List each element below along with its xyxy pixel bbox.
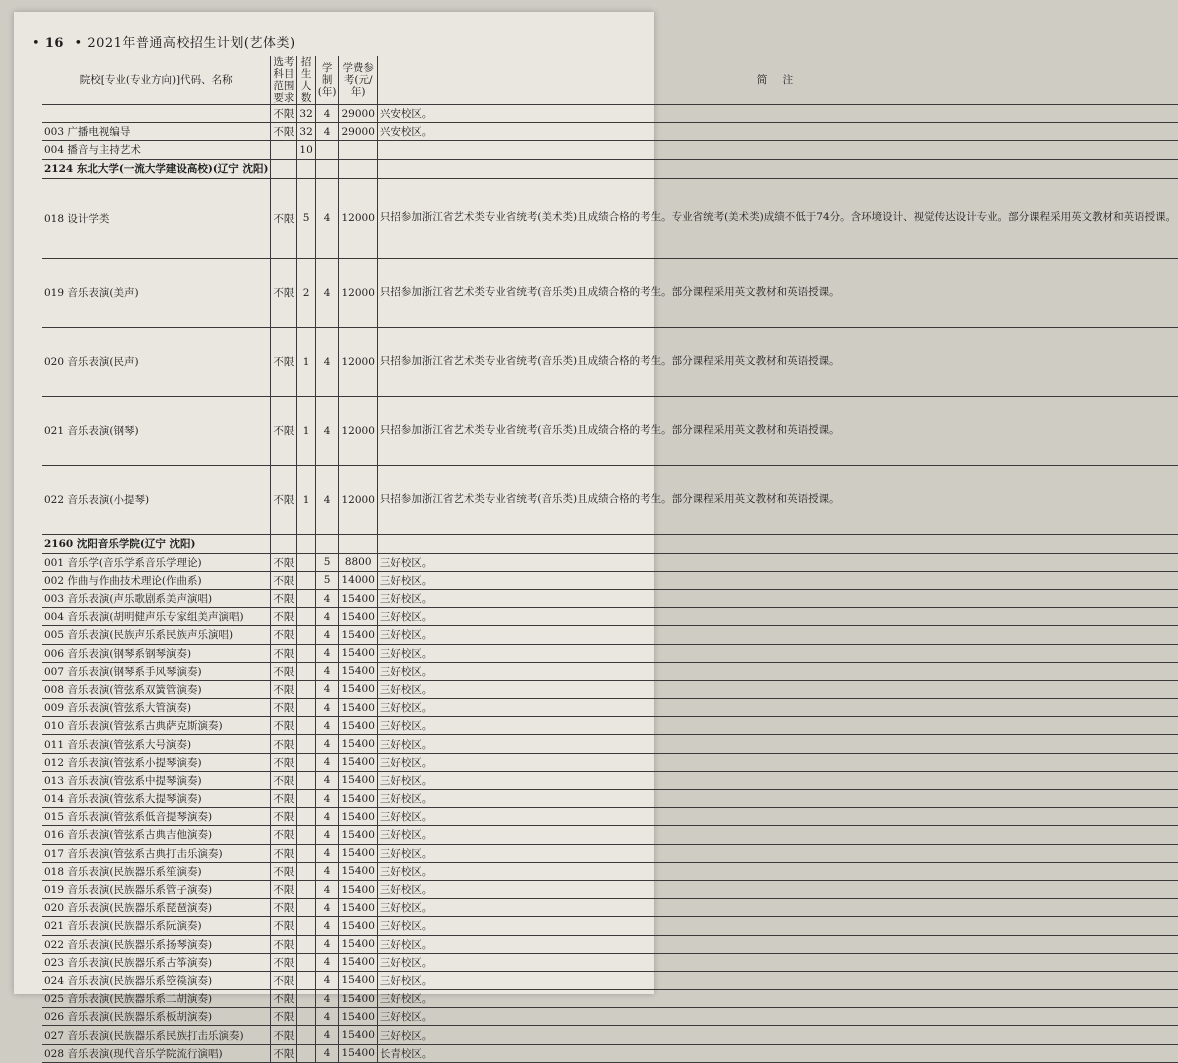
cell-fee: 8800 [339,553,377,571]
cell-fee: 12000 [339,178,377,258]
cell-req: 不限 [271,1008,297,1026]
cell-yr: 4 [315,880,339,898]
empty-cell [377,159,1178,178]
cell-yr: 4 [315,935,339,953]
cell-yr: 4 [315,971,339,989]
cell-num: 1 [297,327,315,396]
cell-req: 不限 [271,880,297,898]
table-body [42,105,1178,1063]
cell-num [297,1044,315,1062]
cell-note: 只招参加浙江省艺术类专业省统考(音乐类)且成绩合格的考生。部分课程采用英文教材和英语授课。 [377,327,1178,396]
empty-cell [339,534,377,553]
empty-cell [377,534,1178,553]
cell-note: 三好校区。 [377,862,1178,880]
cell-num [297,753,315,771]
page-number: 16 [44,36,64,51]
cell-num: 1 [297,396,315,465]
table-row [42,396,1178,465]
cell-yr: 4 [315,662,339,680]
table-row [42,771,1178,789]
cell-num: 2 [297,258,315,327]
cell-yr: 4 [315,862,339,880]
cell-name: 019 音乐表演(美声) [42,258,271,327]
cell-yr [315,141,339,159]
page-title: • 2021年普通高校招生计划(艺体类) [74,36,296,51]
cell-name: 022 音乐表演(民族器乐系扬琴演奏) [42,935,271,953]
cell-name: 022 音乐表演(小提琴) [42,465,271,534]
cell-name [42,105,271,123]
cell-yr: 4 [315,899,339,917]
cell-note: 只招参加浙江省艺术类专业省统考(音乐类)且成绩合格的考生。部分课程采用英文教材和英语授课。 [377,396,1178,465]
cell-fee: 15400 [339,626,377,644]
table-row [42,644,1178,662]
cell-yr: 4 [315,808,339,826]
table-row [42,990,1178,1008]
cell-yr: 4 [315,123,339,141]
cell-fee: 15400 [339,699,377,717]
empty-cell [297,534,315,553]
cell-fee: 29000 [339,123,377,141]
institution-row [42,159,1178,178]
cell-name: 026 音乐表演(民族器乐系板胡演奏) [42,1008,271,1026]
cell-fee: 15400 [339,917,377,935]
cell-yr: 4 [315,105,339,123]
cell-req: 不限 [271,327,297,396]
col-header-num: 招生人数 [297,56,315,105]
cell-name: 010 音乐表演(管弦系古典萨克斯演奏) [42,717,271,735]
cell-name: 024 音乐表演(民族器乐系箜篌演奏) [42,971,271,989]
cell-fee: 15400 [339,608,377,626]
cell-req: 不限 [271,753,297,771]
col-header-yr: 学制(年) [315,56,339,105]
cell-fee: 15400 [339,935,377,953]
table-row [42,608,1178,626]
cell-num [297,990,315,1008]
cell-name: 015 音乐表演(管弦系低音提琴演奏) [42,808,271,826]
cell-fee: 15400 [339,826,377,844]
cell-req: 不限 [271,826,297,844]
institution-name: 2124 东北大学(一流大学建设高校)(辽宁 沈阳) [42,159,271,178]
cell-note: 三好校区。 [377,826,1178,844]
cell-note: 三好校区。 [377,662,1178,680]
table-row [42,662,1178,680]
cell-yr: 4 [315,1044,339,1062]
table-row [42,105,1178,123]
cell-yr: 4 [315,753,339,771]
cell-name: 005 音乐表演(民族声乐系民族声乐演唱) [42,626,271,644]
cell-num [297,935,315,953]
table-row [42,699,1178,717]
cell-fee: 12000 [339,327,377,396]
empty-cell [271,159,297,178]
cell-name: 009 音乐表演(管弦系大管演奏) [42,699,271,717]
table-row [42,626,1178,644]
cell-name: 004 音乐表演(胡明健声乐专家组美声演唱) [42,608,271,626]
bullet: • [32,36,41,51]
cell-req: 不限 [271,571,297,589]
cell-fee: 15400 [339,589,377,607]
cell-yr: 4 [315,953,339,971]
cell-note: 三好校区。 [377,953,1178,971]
cell-num [297,1026,315,1044]
table-row [42,258,1178,327]
cell-yr: 4 [315,178,339,258]
cell-num [297,880,315,898]
empty-cell [315,159,339,178]
cell-fee: 15400 [339,680,377,698]
cell-fee: 15400 [339,971,377,989]
cell-fee: 15400 [339,990,377,1008]
cell-fee: 12000 [339,465,377,534]
cell-fee: 15400 [339,753,377,771]
cell-fee: 15400 [339,880,377,898]
cell-name: 023 音乐表演(民族器乐系古筝演奏) [42,953,271,971]
cell-req: 不限 [271,626,297,644]
cell-name: 003 音乐表演(声乐歌剧系美声演唱) [42,589,271,607]
cell-yr: 4 [315,1008,339,1026]
cell-num [297,644,315,662]
col-header-req: 选考科目范围要求 [271,56,297,105]
cell-fee: 15400 [339,662,377,680]
cell-req: 不限 [271,608,297,626]
table-row [42,862,1178,880]
cell-note: 只招参加浙江省艺术类专业省统考(美术类)且成绩合格的考生。专业省统考(美术类)成绩不低于74分。含环境设计、视觉传达设计专业。部分课程采用英文教材和英语授课。 [377,178,1178,258]
table-header-row [42,56,1178,105]
cell-note: 三好校区。 [377,717,1178,735]
cell-req: 不限 [271,917,297,935]
cell-note: 三好校区。 [377,626,1178,644]
cell-name: 018 音乐表演(民族器乐系笙演奏) [42,862,271,880]
cell-fee: 15400 [339,844,377,862]
cell-name: 027 音乐表演(民族器乐系民族打击乐演奏) [42,1026,271,1044]
cell-req: 不限 [271,553,297,571]
cell-req: 不限 [271,258,297,327]
cell-req: 不限 [271,178,297,258]
cell-fee: 15400 [339,735,377,753]
cell-name: 008 音乐表演(管弦系双簧管演奏) [42,680,271,698]
cell-req: 不限 [271,771,297,789]
cell-name: 006 音乐表演(钢琴系钢琴演奏) [42,644,271,662]
cell-num [297,826,315,844]
cell-name: 021 音乐表演(钢琴) [42,396,271,465]
cell-req: 不限 [271,899,297,917]
cell-note: 三好校区。 [377,899,1178,917]
cell-name: 007 音乐表演(钢琴系手风琴演奏) [42,662,271,680]
table-row [42,589,1178,607]
cell-fee: 15400 [339,717,377,735]
cell-note [377,141,1178,159]
cell-fee: 15400 [339,899,377,917]
cell-req: 不限 [271,717,297,735]
cell-note: 兴安校区。 [377,123,1178,141]
cell-num: 32 [297,123,315,141]
cell-name: 020 音乐表演(民族器乐系琵琶演奏) [42,899,271,917]
cell-num [297,953,315,971]
cell-name: 004 播音与主持艺术 [42,141,271,159]
cell-name: 013 音乐表演(管弦系中提琴演奏) [42,771,271,789]
cell-req: 不限 [271,862,297,880]
cell-yr: 4 [315,735,339,753]
cell-fee [339,141,377,159]
cell-req: 不限 [271,644,297,662]
cell-req: 不限 [271,735,297,753]
cell-fee: 15400 [339,1008,377,1026]
cell-yr: 4 [315,790,339,808]
cell-name: 014 音乐表演(管弦系大提琴演奏) [42,790,271,808]
table-row [42,826,1178,844]
cell-name: 003 广播电视编导 [42,123,271,141]
cell-note: 三好校区。 [377,844,1178,862]
cell-yr: 4 [315,990,339,1008]
cell-num [297,790,315,808]
cell-req: 不限 [271,808,297,826]
cell-req: 不限 [271,105,297,123]
cell-yr: 4 [315,396,339,465]
cell-fee: 15400 [339,1044,377,1062]
cell-req: 不限 [271,680,297,698]
table-row [42,123,1178,141]
cell-num [297,735,315,753]
cell-note: 三好校区。 [377,1008,1178,1026]
table-row [42,953,1178,971]
cell-note: 三好校区。 [377,935,1178,953]
table-row [42,1026,1178,1044]
cell-yr: 4 [315,608,339,626]
cell-req: 不限 [271,396,297,465]
table-row [42,680,1178,698]
table-row [42,178,1178,258]
cell-yr: 4 [315,917,339,935]
cell-yr: 4 [315,644,339,662]
cell-note: 兴安校区。 [377,105,1178,123]
cell-num [297,862,315,880]
cell-yr: 4 [315,826,339,844]
cell-note: 三好校区。 [377,699,1178,717]
cell-name: 016 音乐表演(管弦系古典吉他演奏) [42,826,271,844]
cell-num [297,608,315,626]
table-row [42,971,1178,989]
cell-req: 不限 [271,699,297,717]
cell-yr: 5 [315,571,339,589]
cell-yr: 4 [315,465,339,534]
cell-name: 028 音乐表演(现代音乐学院流行演唱) [42,1044,271,1062]
cell-fee: 12000 [339,258,377,327]
cell-note: 三好校区。 [377,753,1178,771]
col-header-note: 简 注 [377,56,1178,105]
table-row [42,141,1178,159]
cell-name: 002 作曲与作曲技术理论(作曲系) [42,571,271,589]
cell-num [297,626,315,644]
cell-note: 三好校区。 [377,680,1178,698]
cell-req: 不限 [271,790,297,808]
cell-note: 长青校区。 [377,1044,1178,1062]
cell-note: 三好校区。 [377,571,1178,589]
cell-name: 017 音乐表演(管弦系古典打击乐演奏) [42,844,271,862]
enrollment-plan-table [42,56,1178,1063]
cell-fee: 15400 [339,1026,377,1044]
table-row [42,808,1178,826]
cell-num [297,680,315,698]
cell-note: 只招参加浙江省艺术类专业省统考(音乐类)且成绩合格的考生。部分课程采用英文教材和英语授课。 [377,258,1178,327]
empty-cell [315,534,339,553]
cell-name: 025 音乐表演(民族器乐系二胡演奏) [42,990,271,1008]
table-row [42,753,1178,771]
empty-cell [339,159,377,178]
cell-name: 021 音乐表演(民族器乐系阮演奏) [42,917,271,935]
cell-note: 三好校区。 [377,1026,1178,1044]
cell-yr: 4 [315,771,339,789]
cell-note: 三好校区。 [377,589,1178,607]
cell-note: 三好校区。 [377,880,1178,898]
cell-req: 不限 [271,953,297,971]
table-row [42,717,1178,735]
cell-yr: 4 [315,717,339,735]
table-row [42,1044,1178,1062]
cell-name: 011 音乐表演(管弦系大号演奏) [42,735,271,753]
cell-yr: 4 [315,589,339,607]
cell-fee: 29000 [339,105,377,123]
cell-note: 只招参加浙江省艺术类专业省统考(音乐类)且成绩合格的考生。部分课程采用英文教材和英语授课。 [377,465,1178,534]
cell-num [297,1008,315,1026]
cell-note: 三好校区。 [377,971,1178,989]
cell-req: 不限 [271,465,297,534]
cell-name: 001 音乐学(音乐学系音乐学理论) [42,553,271,571]
cell-note: 三好校区。 [377,771,1178,789]
cell-note: 三好校区。 [377,790,1178,808]
table-row [42,465,1178,534]
table-row [42,553,1178,571]
cell-num: 5 [297,178,315,258]
running-header [32,32,296,51]
empty-cell [297,159,315,178]
cell-fee: 15400 [339,771,377,789]
cell-num: 32 [297,105,315,123]
cell-note: 三好校区。 [377,808,1178,826]
cell-note: 三好校区。 [377,990,1178,1008]
cell-fee: 15400 [339,862,377,880]
cell-req: 不限 [271,589,297,607]
cell-req: 不限 [271,990,297,1008]
cell-fee: 15400 [339,808,377,826]
cell-note: 三好校区。 [377,644,1178,662]
cell-yr: 4 [315,680,339,698]
cell-fee: 14000 [339,571,377,589]
cell-note: 三好校区。 [377,608,1178,626]
cell-yr: 5 [315,553,339,571]
col-header-name: 院校[专业(专业方向)]代码、名称 [42,56,271,105]
table-row [42,935,1178,953]
cell-num [297,917,315,935]
cell-num [297,717,315,735]
cell-name: 012 音乐表演(管弦系小提琴演奏) [42,753,271,771]
table-row [42,790,1178,808]
cell-num: 10 [297,141,315,159]
cell-yr: 4 [315,844,339,862]
cell-num [297,699,315,717]
cell-num [297,844,315,862]
cell-yr: 4 [315,626,339,644]
table-row [42,844,1178,862]
cell-note: 三好校区。 [377,917,1178,935]
cell-name: 020 音乐表演(民声) [42,327,271,396]
cell-fee: 12000 [339,396,377,465]
cell-note: 三好校区。 [377,553,1178,571]
cell-num [297,808,315,826]
col-header-fee: 学费参考(元/年) [339,56,377,105]
table-row [42,917,1178,935]
institution-name: 2160 沈阳音乐学院(辽宁 沈阳) [42,534,271,553]
empty-cell [271,534,297,553]
cell-req: 不限 [271,935,297,953]
cell-num [297,571,315,589]
cell-num [297,971,315,989]
table-row [42,899,1178,917]
cell-name: 018 设计学类 [42,178,271,258]
cell-req: 不限 [271,123,297,141]
table-row [42,735,1178,753]
cell-num [297,771,315,789]
cell-req: 不限 [271,662,297,680]
cell-req: 不限 [271,971,297,989]
institution-row [42,534,1178,553]
table-row [42,327,1178,396]
cell-req: 不限 [271,1026,297,1044]
table-row [42,1008,1178,1026]
cell-yr: 4 [315,258,339,327]
table-row [42,571,1178,589]
document-page [14,12,1177,1060]
cell-req: 不限 [271,844,297,862]
cell-yr: 4 [315,327,339,396]
cell-num [297,589,315,607]
cell-req [271,141,297,159]
cell-num: 1 [297,465,315,534]
cell-num [297,662,315,680]
cell-yr: 4 [315,699,339,717]
cell-fee: 15400 [339,790,377,808]
cell-note: 三好校区。 [377,735,1178,753]
cell-req: 不限 [271,1044,297,1062]
cell-num [297,553,315,571]
table-row [42,880,1178,898]
cell-num [297,899,315,917]
cell-yr: 4 [315,1026,339,1044]
cell-name: 019 音乐表演(民族器乐系管子演奏) [42,880,271,898]
cell-fee: 15400 [339,953,377,971]
cell-fee: 15400 [339,644,377,662]
